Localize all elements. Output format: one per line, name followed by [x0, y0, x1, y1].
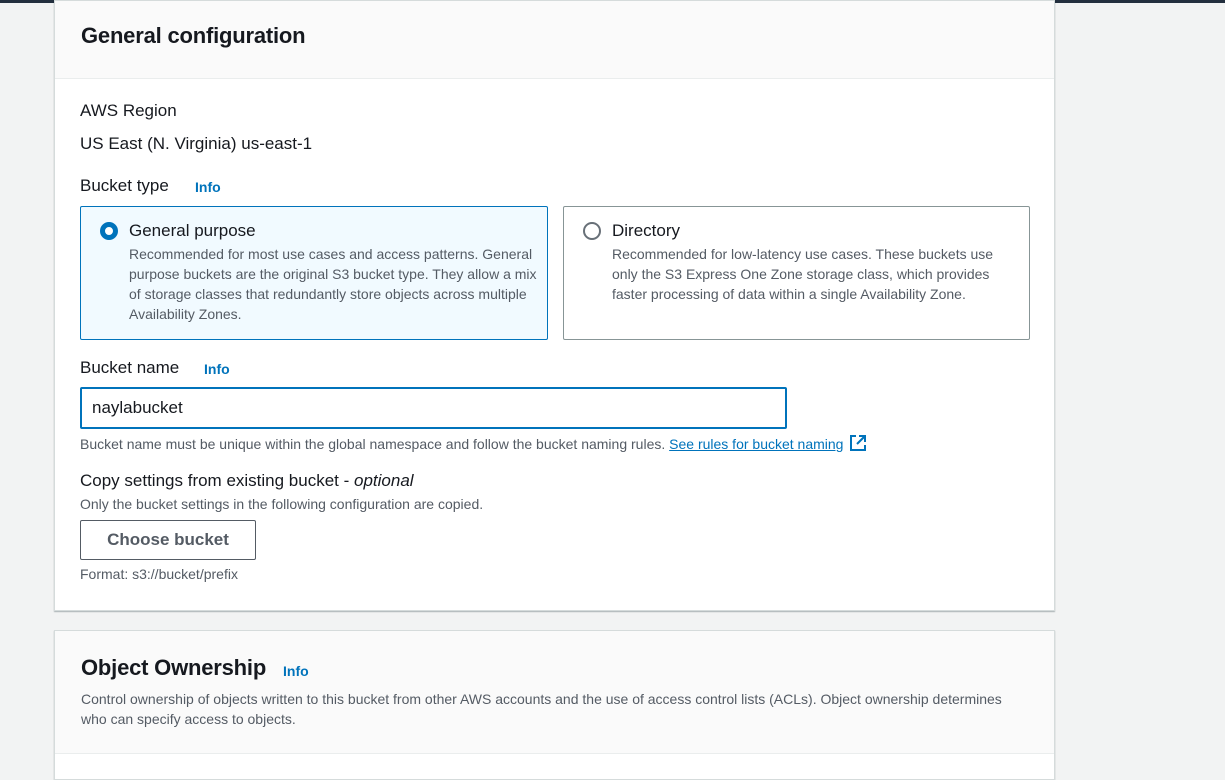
- format-hint: Format: s3://bucket/prefix: [80, 566, 238, 582]
- object-ownership-panel: [54, 630, 1055, 780]
- object-ownership-title: Object Ownership: [81, 655, 267, 680]
- bucket-naming-rules-link-text: See rules for bucket naming: [669, 436, 844, 452]
- bucket-name-hint-text: Bucket name must be unique within the global namespace and follow the bucket naming rules.: [80, 436, 666, 452]
- copy-settings-label-text: Copy settings from existing bucket -: [80, 471, 355, 490]
- choose-bucket-button[interactable]: Choose bucket: [80, 520, 256, 560]
- region-value: US East (N. Virginia) us-east-1: [80, 134, 313, 153]
- external-link-icon[interactable]: [849, 434, 867, 452]
- directory-title: Directory: [612, 221, 681, 240]
- directory-radio[interactable]: [583, 222, 601, 240]
- bucket-name-input[interactable]: [80, 387, 787, 429]
- panel-header: [55, 1, 1054, 79]
- object-ownership-info-link[interactable]: Info: [283, 663, 309, 679]
- copy-settings-description: Only the bucket settings in the following configuration are copied.: [80, 496, 484, 512]
- bucket-type-general-purpose-tile[interactable]: [80, 206, 548, 340]
- panel-header: [55, 631, 1054, 754]
- optional-label: optional: [354, 471, 414, 490]
- general-purpose-title: General purpose: [129, 221, 256, 240]
- panel-title: General configuration: [81, 23, 306, 48]
- object-ownership-description: Control ownership of objects written to this bucket from other AWS accounts and the use of access control lists (ACLs). Object ownership determines who can specify access to objects.: [81, 691, 1002, 727]
- region-label: AWS Region: [80, 101, 177, 120]
- bucket-naming-rules-link[interactable]: [669, 436, 843, 452]
- general-purpose-radio[interactable]: [100, 222, 118, 240]
- directory-description: Recommended for low-latency use cases. These buckets use only the S3 Express One Zone storage class, which provides faster processing of data within a single Availability Zone.: [612, 246, 994, 302]
- bucket-type-label: Bucket type: [80, 176, 169, 195]
- bucket-name-hint: [80, 434, 867, 452]
- copy-settings-label: [80, 471, 414, 491]
- bucket-name-info-link[interactable]: Info: [204, 361, 230, 377]
- general-purpose-description: Recommended for most use cases and access patterns. General purpose buckets are the original S3 bucket type. They allow a mix of storage classes that redundantly store objects across multiple Availability Zones.: [129, 246, 537, 322]
- bucket-type-info-link[interactable]: Info: [195, 179, 221, 195]
- bucket-type-directory-tile[interactable]: [563, 206, 1030, 340]
- bucket-name-label: Bucket name: [80, 358, 180, 377]
